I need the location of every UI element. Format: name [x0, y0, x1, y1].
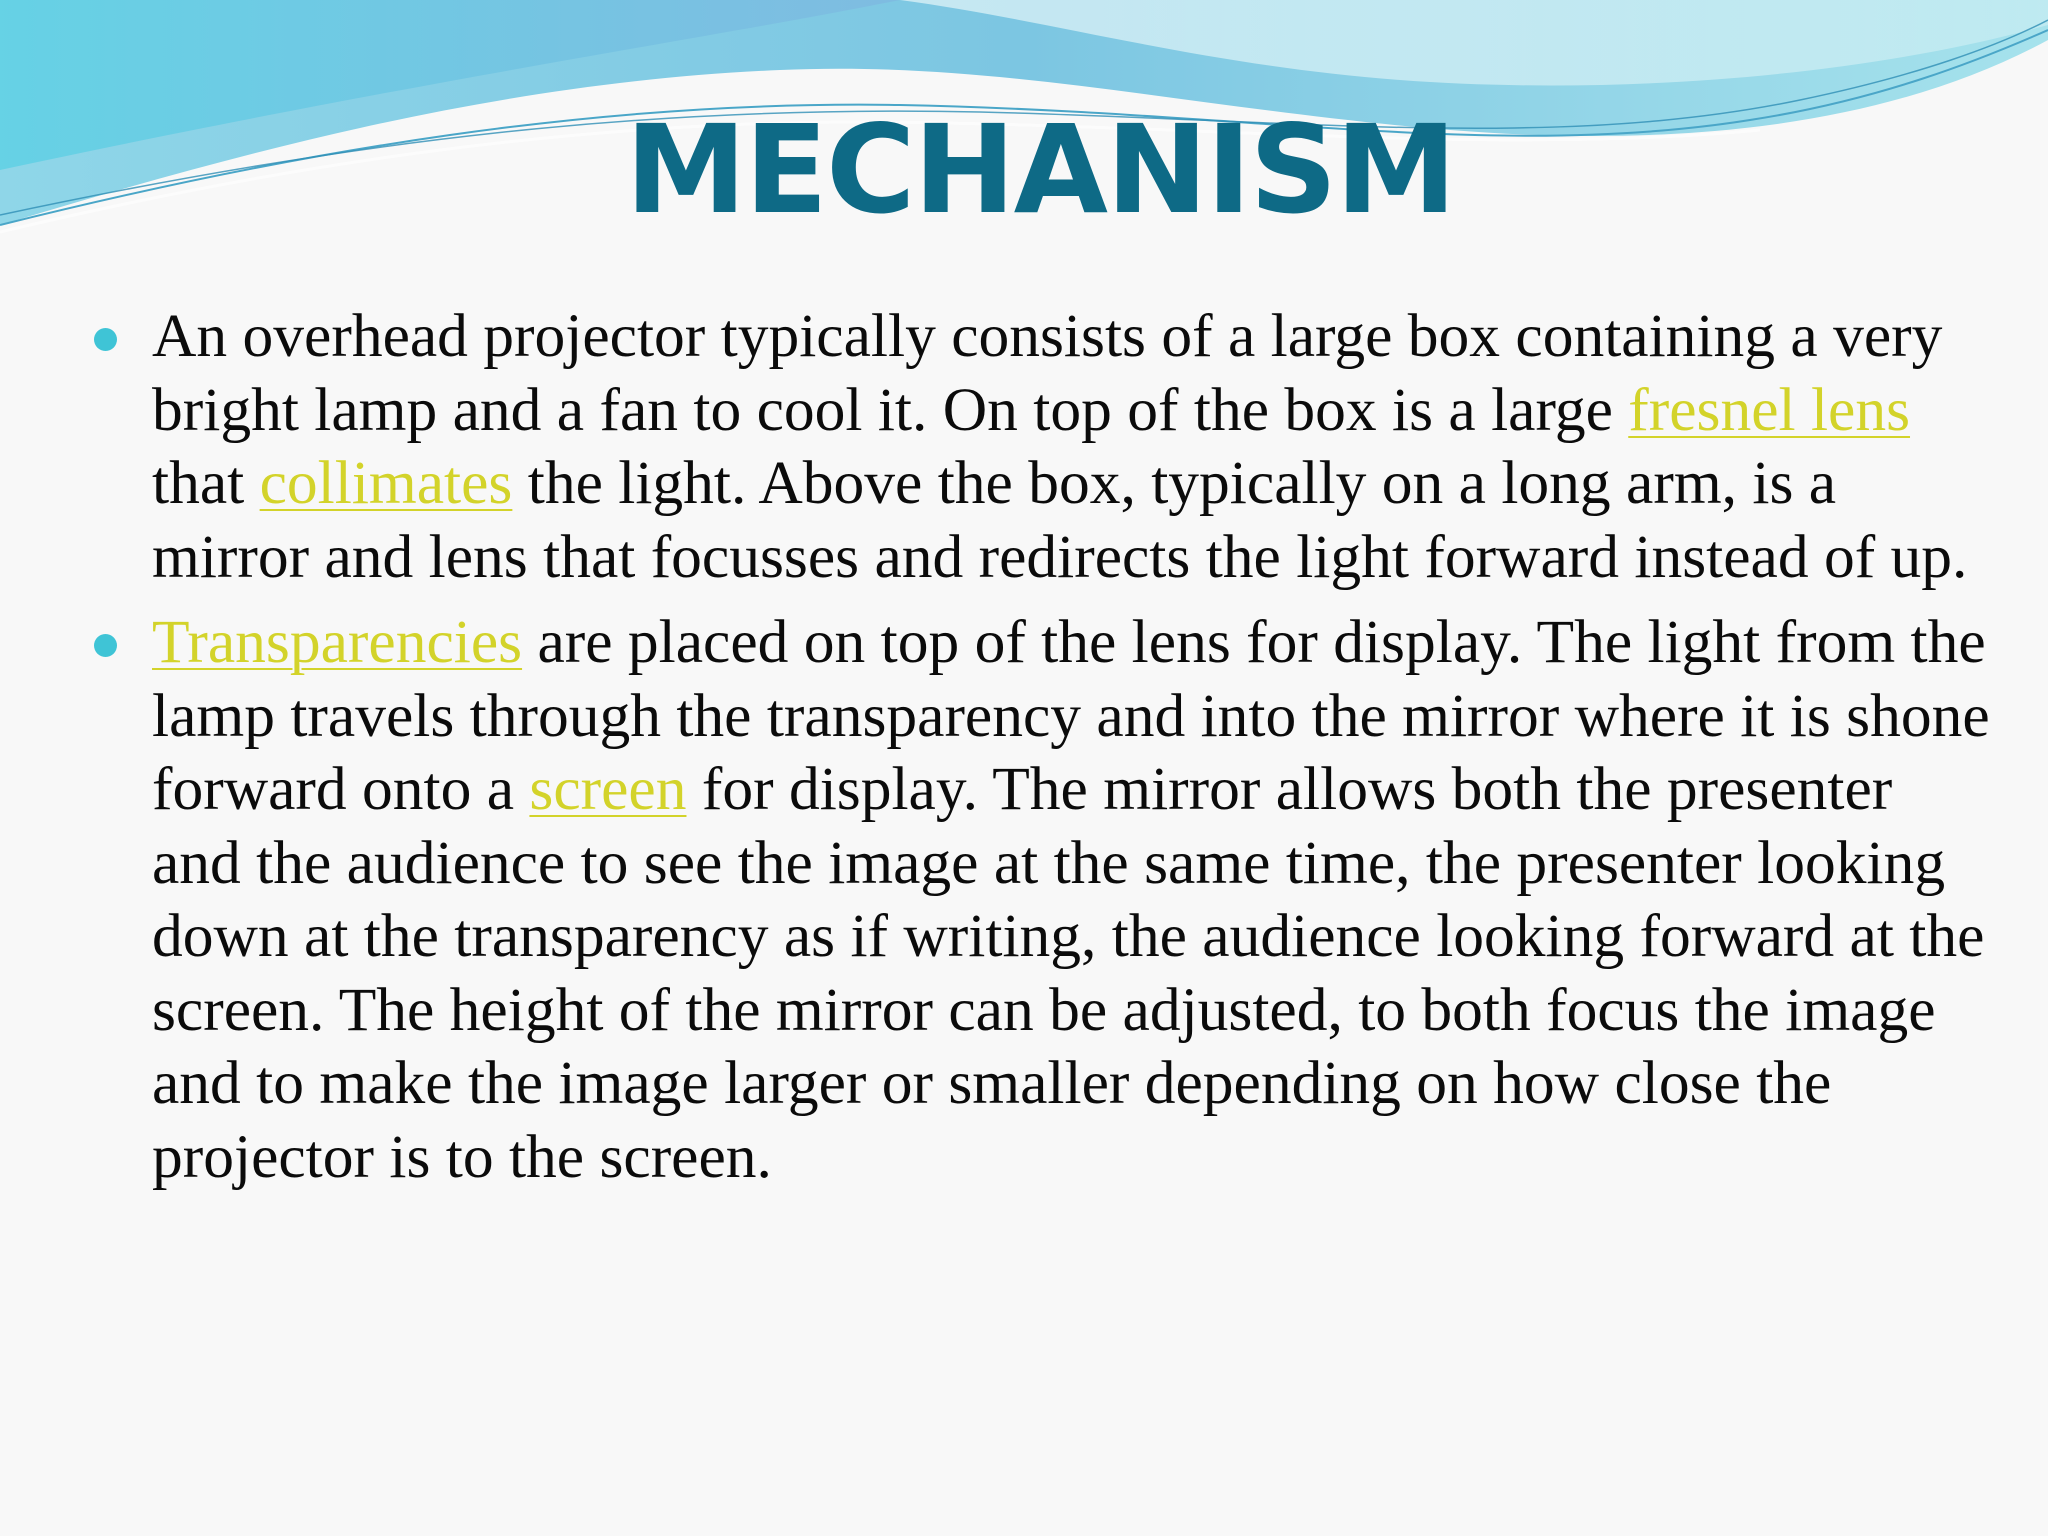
text-segment: the light. Above the box, typically on a long arm, is a mirror and lens that focusses and redirects the light forward instead of up.: [152, 449, 1968, 591]
link-fresnel-lens[interactable]: fresnel lens: [1628, 375, 1911, 444]
bullet-dot-icon: [94, 328, 117, 351]
bullet-item-2: [92, 606, 1992, 1194]
link-collimates[interactable]: collimates: [259, 449, 513, 517]
slide-title: MECHANISM: [625, 99, 1455, 241]
text-segment: for display. The mirror allows both the presenter and the audience to see the image at the same time, the presenter looking down at the transparency as if writing, the audience looking forward at the screen. The height of the mirror can be adjusted, to both focus the image and to make the image larger or smaller depending on how close the projector is to the screen.: [152, 755, 1985, 1191]
text-segment: that: [152, 449, 260, 517]
bullet-dot-icon: [94, 634, 117, 657]
link-transparencies[interactable]: Transparencies: [152, 608, 523, 676]
link-screen[interactable]: screen: [529, 755, 687, 823]
bullet-text: [152, 302, 1967, 591]
bullet-text: [152, 608, 1990, 1191]
text-segment: An overhead projector typically consists of a large box containing a very bright lamp and a fan to cool it. On top of the box is a large: [152, 302, 1943, 444]
text-segment: are placed on top of the lens for display. The light from the lamp travels through the transparency and into the mirror where it is shone forward onto a: [152, 608, 1990, 823]
bullet-list: [92, 300, 1992, 1206]
bullet-item-1: [92, 300, 1992, 594]
